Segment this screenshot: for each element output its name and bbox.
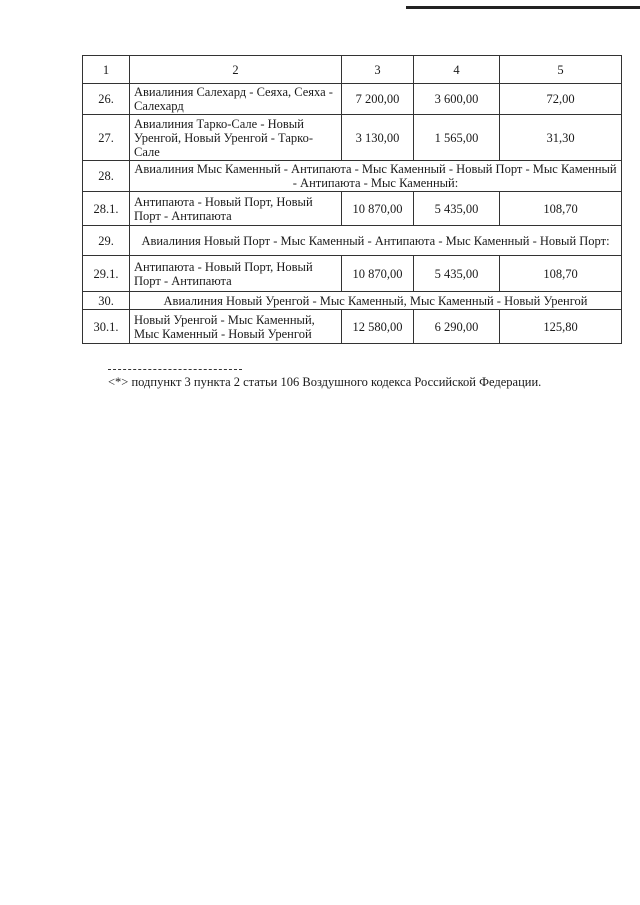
row-number: 28.1.: [83, 192, 130, 226]
value-col-5: 125,80: [500, 310, 622, 344]
value-col-3: 10 870,00: [342, 256, 414, 292]
row-number: 30.: [83, 292, 130, 310]
route-name: Антипаюта - Новый Порт, Новый Порт - Антипаюта: [130, 256, 342, 292]
footnote: <*> подпункт 3 пункта 2 статьи 106 Воздушного кодекса Российской Федерации.: [108, 375, 542, 389]
table-row: [83, 115, 622, 161]
column-header: 1: [83, 56, 130, 84]
section-title: Авиалиния Новый Порт - Мыс Каменный - Антипаюта - Мыс Каменный - Новый Порт:: [130, 226, 622, 256]
table-row: [83, 84, 622, 115]
value-col-5: 31,30: [500, 115, 622, 161]
value-col-3: 7 200,00: [342, 84, 414, 115]
footnote-separator: [108, 369, 242, 370]
route-name: Новый Уренгой - Мыс Каменный, Мыс Каменный - Новый Уренгой: [130, 310, 342, 344]
column-header: 4: [414, 56, 500, 84]
value-col-3: 10 870,00: [342, 192, 414, 226]
table-row: [83, 310, 622, 344]
row-number: 29.: [83, 226, 130, 256]
value-col-5: 72,00: [500, 84, 622, 115]
value-col-3: 3 130,00: [342, 115, 414, 161]
route-name: Антипаюта - Новый Порт, Новый Порт - Антипаюта: [130, 192, 342, 226]
row-number: 28.: [83, 161, 130, 192]
value-col-5: 108,70: [500, 256, 622, 292]
row-number: 29.1.: [83, 256, 130, 292]
table-row: [83, 256, 622, 292]
row-number: 26.: [83, 84, 130, 115]
column-header: 5: [500, 56, 622, 84]
section-title: Авиалиния Мыс Каменный - Антипаюта - Мыс Каменный - Новый Порт - Мыс Каменный - Антипаюта - Мыс Каменный:: [130, 161, 622, 192]
tariff-table: [82, 55, 622, 344]
table-row: [83, 192, 622, 226]
route-name: Авиалиния Тарко-Сале - Новый Уренгой, Новый Уренгой - Тарко-Сале: [130, 115, 342, 161]
value-col-4: 5 435,00: [414, 192, 500, 226]
column-header: 3: [342, 56, 414, 84]
top-rule: [406, 6, 640, 9]
table-section-row: [83, 161, 622, 192]
column-header: 2: [130, 56, 342, 84]
value-col-5: 108,70: [500, 192, 622, 226]
value-col-4: 5 435,00: [414, 256, 500, 292]
value-col-3: 12 580,00: [342, 310, 414, 344]
value-col-4: 6 290,00: [414, 310, 500, 344]
table-section-row: [83, 292, 622, 310]
table-section-row: [83, 226, 622, 256]
route-name: Авиалиния Салехард - Сеяха, Сеяха - Салехард: [130, 84, 342, 115]
table-header-row: [83, 56, 622, 84]
value-col-4: 3 600,00: [414, 84, 500, 115]
section-title: Авиалиния Новый Уренгой - Мыс Каменный, Мыс Каменный - Новый Уренгой: [130, 292, 622, 310]
row-number: 27.: [83, 115, 130, 161]
row-number: 30.1.: [83, 310, 130, 344]
value-col-4: 1 565,00: [414, 115, 500, 161]
